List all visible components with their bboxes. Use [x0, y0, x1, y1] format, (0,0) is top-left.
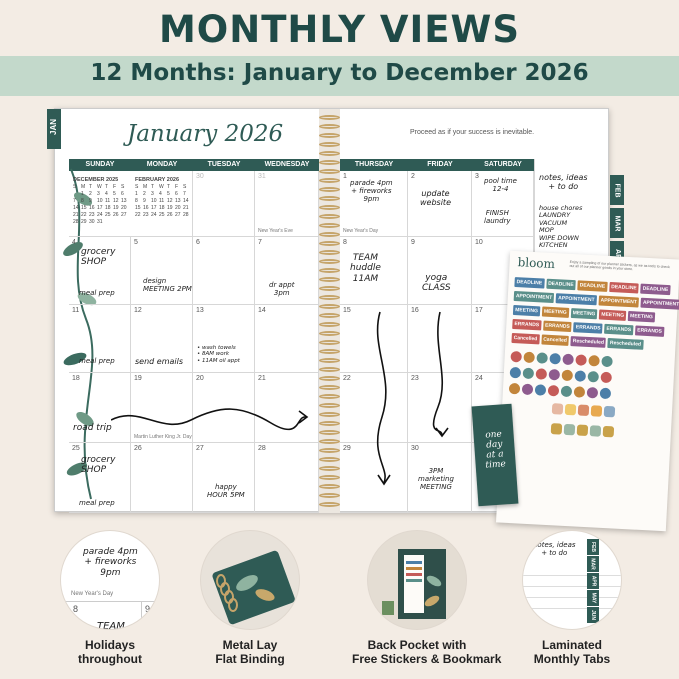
- sticker-dot: [535, 384, 547, 396]
- sticker-errands: ERRANDS: [512, 319, 541, 330]
- calendar-cell: 11 meal prep: [69, 305, 131, 373]
- calendar-cell: 20: [193, 373, 255, 443]
- sticker-pill: [603, 426, 615, 438]
- coil-ring: [319, 484, 340, 489]
- coil-ring: [319, 466, 340, 471]
- coil-ring: [319, 304, 340, 309]
- feature-back-pocket: [352, 530, 502, 667]
- coil-ring: [319, 169, 340, 174]
- coil-ring: [319, 295, 340, 300]
- calendar-cell: 8 TEAM huddle 11AM: [340, 237, 408, 305]
- coil-ring: [319, 160, 340, 165]
- sticker-appointment: APPOINTMENT: [514, 291, 555, 303]
- tab-apr: APR: [587, 573, 599, 589]
- tab-jun: JUN: [587, 607, 599, 623]
- bookmark: one day at a time: [472, 404, 519, 507]
- coil-ring: [319, 142, 340, 147]
- weekday-friday: FRIDAY: [408, 159, 472, 171]
- sticker-row-dots: [509, 383, 611, 399]
- calendar-cell: 23: [408, 373, 472, 443]
- feature-caption: Laminated Monthly Tabs: [533, 638, 611, 667]
- coil-ring: [319, 178, 340, 183]
- sticker-dot: [510, 351, 522, 363]
- sticker-food: [591, 405, 603, 417]
- coil-ring: [319, 124, 340, 129]
- coil-ring: [319, 232, 340, 237]
- feature-image-holidays: parade 4pm + fireworks 9pm New Year's Day 8 9 TEAM: [60, 530, 160, 630]
- coil-ring: [319, 421, 340, 426]
- calendar-cell: 28: [255, 443, 319, 513]
- coil-ring: [319, 268, 340, 273]
- sticker-row-pills: [551, 423, 614, 437]
- sticker-deadline: DEADLINE: [546, 279, 576, 291]
- weekday-sunday: SUNDAY: [69, 159, 131, 171]
- calendar-cell: 3 pool time 12-4 FINISH laundry: [472, 171, 534, 237]
- coil-ring: [319, 412, 340, 417]
- coil-ring: [319, 259, 340, 264]
- mini-calendar-december: DECEMBER 2025 S M T W T F S 1 2 3 4 5 6 7 8 9 10 11 12 13 14 15 16 17 18 19 20 21 22 23 24 25 26 27 28 29 30 31: [73, 177, 127, 225]
- sticker-dot: [509, 383, 521, 395]
- sticker-meeting: MEETING: [628, 311, 655, 322]
- feature-tabs: [518, 530, 626, 667]
- sticker-dot: [574, 386, 586, 398]
- feature-caption: Holidays throughout: [78, 638, 142, 667]
- coil-ring: [319, 151, 340, 156]
- coil-ring: [319, 313, 340, 318]
- calendar-cell: 15: [340, 305, 408, 373]
- sticker-rescheduled: Rescheduled: [608, 338, 644, 350]
- sticker-dot: [600, 388, 612, 400]
- sticker-dot: [587, 387, 599, 399]
- month-title: January 2026: [127, 121, 284, 147]
- coil-ring: [319, 457, 340, 462]
- coil-ring: [319, 439, 340, 444]
- metal-coil-binding: [319, 109, 340, 513]
- calendar-cell: 19 Martin Luther King Jr. Day: [131, 373, 193, 443]
- coil-ring: [319, 277, 340, 282]
- coil-ring: [319, 358, 340, 363]
- sticker-deadline: DEADLINE: [609, 282, 639, 294]
- sticker-sheet: [496, 251, 679, 532]
- sticker-plane: [604, 406, 616, 418]
- sticker-errands: ERRANDS: [574, 322, 603, 333]
- sticker-dot: [523, 368, 535, 380]
- notes-column: notes, ideas + to do house chores LAUNDRY VACUUM MOP WIPE DOWN KITCHEN: [534, 159, 610, 513]
- calendar-cell: 17: [472, 305, 534, 373]
- sticker-rescheduled: Rescheduled: [571, 336, 607, 348]
- calendar-cell: 9 yoga CLASS: [408, 237, 472, 305]
- sticker-appointment: APPOINTMENT: [556, 293, 597, 305]
- coil-ring: [319, 331, 340, 336]
- calendar-cell-mini-cals: [69, 171, 193, 237]
- brand-logo: bloom: [517, 255, 556, 272]
- calendar-cell: 31 New Year's Eve: [255, 171, 319, 237]
- sticker-deadline: DEADLINE: [640, 284, 670, 296]
- sticker-errands: ERRANDS: [604, 324, 633, 335]
- sticker-dot: [601, 356, 613, 368]
- calendar-cell: 2 update website: [408, 171, 472, 237]
- sticker-pill: [551, 423, 563, 435]
- road-trip-arrow: [111, 405, 311, 435]
- calendar-cell: 6: [193, 237, 255, 305]
- calendar-cell: 4 grocery SHOP meal prep: [69, 237, 131, 305]
- sticker-cancelled: Cancelled: [511, 333, 539, 344]
- coil-ring: [319, 394, 340, 399]
- sticker-meeting: MEETING: [570, 308, 597, 319]
- weekday-monday: MONDAY: [131, 159, 193, 171]
- calendar-cell: 10: [472, 237, 534, 305]
- sticker-dot: [549, 369, 561, 381]
- calendar-cell: 25 grocery SHOP meal prep: [69, 443, 131, 513]
- feature-image-tabs: notes, ideas + to do FEB MAR APR MAY JUN: [522, 530, 622, 630]
- sticker-blurb: Enjoy a sampling of our planner stickers, as we as tools to check out all of our planner goods in your store.: [569, 259, 670, 272]
- calendar-cell: 24: [472, 373, 534, 443]
- sticker-pill: [590, 425, 602, 437]
- feature-image-binding: [200, 530, 300, 630]
- sticker-dot: [536, 352, 548, 364]
- sticker-deadline: DEADLINE: [514, 277, 544, 289]
- subheadline: 12 Months: January to December 2026: [90, 60, 589, 86]
- mini-calendar-february: FEBRUARY 2026 S M T W T F S 1 2 3 4 5 6 7 8 9 10 11 12 13 14 15 16 17 18 19 20 21 22 23 24 25 26 27 28: [135, 177, 189, 218]
- sticker-dot: [536, 368, 548, 380]
- sticker-dot: [588, 355, 600, 367]
- feature-binding: [196, 530, 304, 667]
- tab-feb: FEB: [587, 539, 599, 555]
- coil-ring: [319, 385, 340, 390]
- sticker-pill: [577, 424, 589, 436]
- zoom-month-tabs: [587, 539, 599, 624]
- coil-ring: [319, 430, 340, 435]
- sticker-cancelled: Cancelled: [541, 334, 569, 345]
- coil-ring: [319, 196, 340, 201]
- feature-image-back-pocket: [367, 530, 467, 630]
- coil-ring: [319, 250, 340, 255]
- sticker-cake: [578, 405, 590, 417]
- coil-ring: [319, 502, 340, 507]
- sticker-cupcake: [552, 403, 564, 415]
- coil-ring: [319, 286, 340, 291]
- weekday-wednesday: WEDNESDAY: [255, 159, 319, 171]
- jan-tab: JAN: [47, 109, 61, 149]
- tab-may: MAY: [587, 590, 599, 606]
- sticker-dot: [548, 385, 560, 397]
- sticker-errands: ERRANDS: [635, 325, 664, 336]
- weekday-tuesday: TUESDAY: [193, 159, 255, 171]
- calendar-cell: 26: [131, 443, 193, 513]
- sticker-row-status: [511, 333, 643, 350]
- sticker-errands: ERRANDS: [543, 321, 572, 332]
- sticker-cupcake: [565, 404, 577, 416]
- coil-ring: [319, 376, 340, 381]
- coil-ring: [319, 448, 340, 453]
- calendar-cell: 16: [408, 305, 472, 373]
- calendar-cell: 30 3PM marketing MEETING: [408, 443, 472, 513]
- headline: MONTHLY VIEWS: [158, 8, 521, 51]
- tab-feb[interactable]: FEB: [610, 175, 624, 205]
- sticker-appointment: APPOINTMENT: [598, 295, 639, 307]
- sticker-dot: [562, 354, 574, 366]
- sticker-dot: [561, 386, 573, 398]
- sticker-dot: [574, 370, 586, 382]
- coil-ring: [319, 223, 340, 228]
- coil-ring: [319, 205, 340, 210]
- calendar-cell: 22: [340, 373, 408, 443]
- squiggle-arrows: [370, 307, 460, 487]
- sticker-dot: [522, 384, 534, 396]
- weekday-thursday: THURSDAY: [340, 159, 408, 171]
- coil-ring: [319, 349, 340, 354]
- coil-ring: [319, 241, 340, 246]
- calendar-cell: 21: [255, 373, 319, 443]
- calendar-cell: 30: [193, 171, 255, 237]
- sticker-appointment: APPOINTMENT: [641, 298, 679, 310]
- sticker-dot: [575, 354, 587, 366]
- sticker-pill: [564, 424, 576, 436]
- coil-ring: [319, 493, 340, 498]
- sticker-row-dots: [510, 351, 612, 367]
- coil-ring: [319, 340, 340, 345]
- calendar-cell: 12 send emails: [131, 305, 193, 373]
- tab-mar: MAR: [587, 556, 599, 572]
- sticker-meeting: MEETING: [599, 309, 626, 320]
- sticker-row-dots: [510, 367, 612, 383]
- quote: Proceed as if your success is inevitable.: [410, 129, 535, 136]
- calendar-cell: 27 happy HOUR 5PM: [193, 443, 255, 513]
- sticker-dot: [510, 367, 522, 379]
- calendar-cell: 29: [340, 443, 408, 513]
- coil-ring: [319, 322, 340, 327]
- tab-mar[interactable]: MAR: [610, 208, 624, 238]
- sticker-dot: [600, 372, 612, 384]
- sticker-meeting: MEETING: [513, 305, 540, 316]
- coil-ring: [319, 403, 340, 408]
- sticker-dot: [549, 353, 561, 365]
- coil-ring: [319, 187, 340, 192]
- calendar-cell: 18 road trip: [69, 373, 131, 443]
- sticker-dot: [587, 371, 599, 383]
- coil-ring: [319, 475, 340, 480]
- coil-ring: [319, 367, 340, 372]
- calendar-cell: 1 parade 4pm + fireworks 9pm New Year's Day: [340, 171, 408, 237]
- sticker-deadline: DEADLINE: [577, 280, 607, 292]
- sticker-dot: [562, 370, 574, 382]
- calendar-cell: 5 design MEETING 2PM: [131, 237, 193, 305]
- left-page: [49, 109, 319, 513]
- sticker-dot: [523, 352, 535, 364]
- coil-ring: [319, 214, 340, 219]
- calendar-cell: 13 • wash towels • 8AM work • 11AM oil appt: [193, 305, 255, 373]
- coil-ring: [319, 115, 340, 120]
- calendar-cell: 7 dr appt 3pm: [255, 237, 319, 305]
- calendar-cell: 14: [255, 305, 319, 373]
- feature-caption: Metal Lay Flat Binding: [215, 638, 285, 667]
- feature-holidays: [56, 530, 164, 667]
- weekday-saturday: SATURDAY: [472, 159, 534, 171]
- sticker-row-illustrations: [552, 403, 615, 417]
- sticker-meeting: MEETING: [542, 306, 569, 317]
- feature-caption: Back Pocket with Free Stickers & Bookmark: [352, 638, 502, 667]
- coil-ring: [319, 133, 340, 138]
